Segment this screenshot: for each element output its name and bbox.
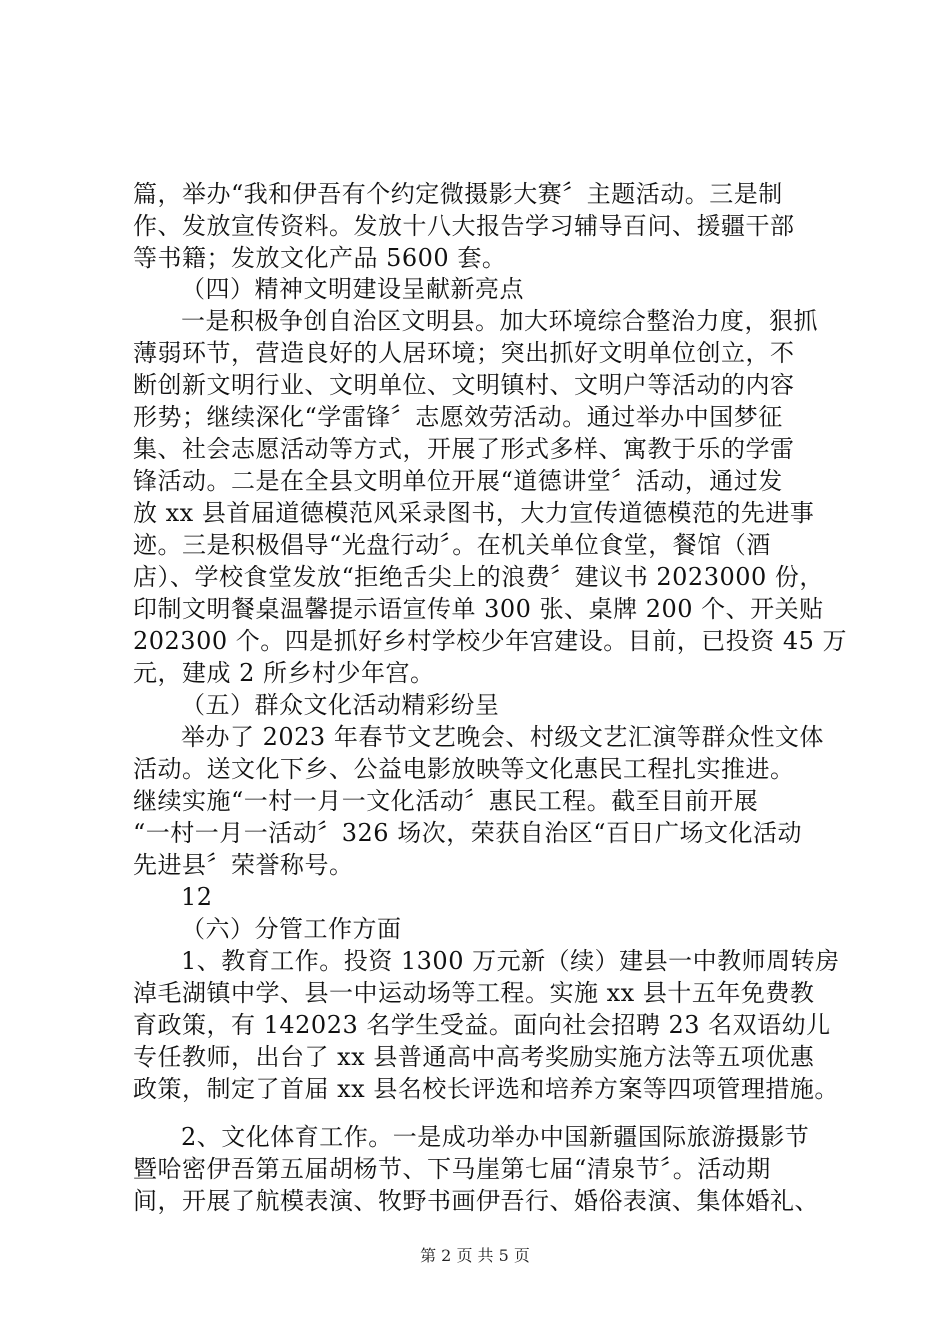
text-line: 放 xx 县首届道德模范风采录图书，大力宣传道德模范的先进事 (133, 499, 815, 527)
text-line: 政策，制定了首届 xx 县名校长评选和培养方案等四项管理措施。 (133, 1075, 839, 1103)
text-line: 活动。送文化下乡、公益电影放映等文化惠民工程扎实推进。 (133, 755, 795, 783)
text-line: 间，开展了航模表演、牧野书画伊吾行、婚俗表演、集体婚礼、 (133, 1187, 819, 1215)
text-line: 元，建成 2 所乡村少年宫。 (133, 659, 435, 687)
page-footer: 第 2 页 共 5 页 (420, 1246, 530, 1265)
text-line: 店）、学校食堂发放“拒绝舌尖上的浪费〞建议书 2023000 份， (133, 563, 824, 591)
text-line: 锋活动。二是在全县文明单位开展“道德讲堂〞活动，通过发 (133, 467, 783, 495)
text-line: 形势；继续深化“学雷锋〞志愿效劳活动。通过举办中国梦征 (133, 403, 783, 431)
text-line: 篇，举办“我和伊吾有个约定微摄影大赛〞主题活动。三是制 (133, 180, 783, 208)
text-line: 断创新文明行业、文明单位、文明镇村、文明户等活动的内容 (133, 371, 795, 399)
text-line: 一是积极争创自治区文明县。加大环境综合整治力度，狠抓 (181, 307, 818, 335)
text-line: 专任教师，出台了 xx 县普通高中高考奖励实施方法等五项优惠 (133, 1043, 815, 1071)
text-line: 暨哈密伊吾第五届胡杨节、下马崖第七届“清泉节〞。活动期 (133, 1155, 771, 1183)
section-heading: （五）群众文化活动精彩纷呈 (181, 691, 500, 719)
text-line: 薄弱环节，营造良好的人居环境；突出抓好文明单位创立，不 (133, 339, 795, 367)
text-line: 202300 个。四是抓好乡村学校少年宫建设。目前，已投资 45 万 (133, 627, 848, 655)
text-line: 印制文明餐桌温馨提示语宣传单 300 张、桌牌 200 个、开关贴 (133, 595, 824, 623)
text-line: 等书籍；发放文化产品 5600 套。 (133, 244, 507, 272)
section-heading: （六）分管工作方面 (181, 915, 402, 943)
section-heading: （四）精神文明建设呈献新亮点 (181, 275, 524, 303)
text-line: 作、发放宣传资料。发放十八大报告学习辅导百问、援疆干部 (133, 212, 795, 240)
page-number-inline: 12 (181, 883, 213, 911)
text-line: “一村一月一活动〞326 场次，荣获自治区“百日广场文化活动 (133, 819, 802, 847)
text-line: 1、教育工作。投资 1300 万元新（续）建县一中教师周转房 (181, 947, 840, 975)
text-line: 育政策，有 142023 名学生受益。面向社会招聘 23 名双语幼儿 (133, 1011, 831, 1039)
text-line: 淖毛湖镇中学、县一中运动场等工程。实施 xx 县十五年免费教 (133, 979, 815, 1007)
text-line: 集、社会志愿活动等方式，开展了形式多样、寓教于乐的学雷 (133, 435, 795, 463)
text-line: 继续实施“一村一月一文化活动〞惠民工程。截至目前开展 (133, 787, 759, 815)
text-line: 举办了 2023 年春节文艺晚会、村级文艺汇演等群众性文体 (181, 723, 824, 751)
text-line: 先进县〞荣誉称号。 (133, 851, 354, 879)
text-line: 迹。三是积极倡导“光盘行动〞。在机关单位食堂，餐馆（酒 (133, 531, 771, 559)
text-line: 2、文化体育工作。一是成功举办中国新疆国际旅游摄影节 (181, 1123, 810, 1151)
